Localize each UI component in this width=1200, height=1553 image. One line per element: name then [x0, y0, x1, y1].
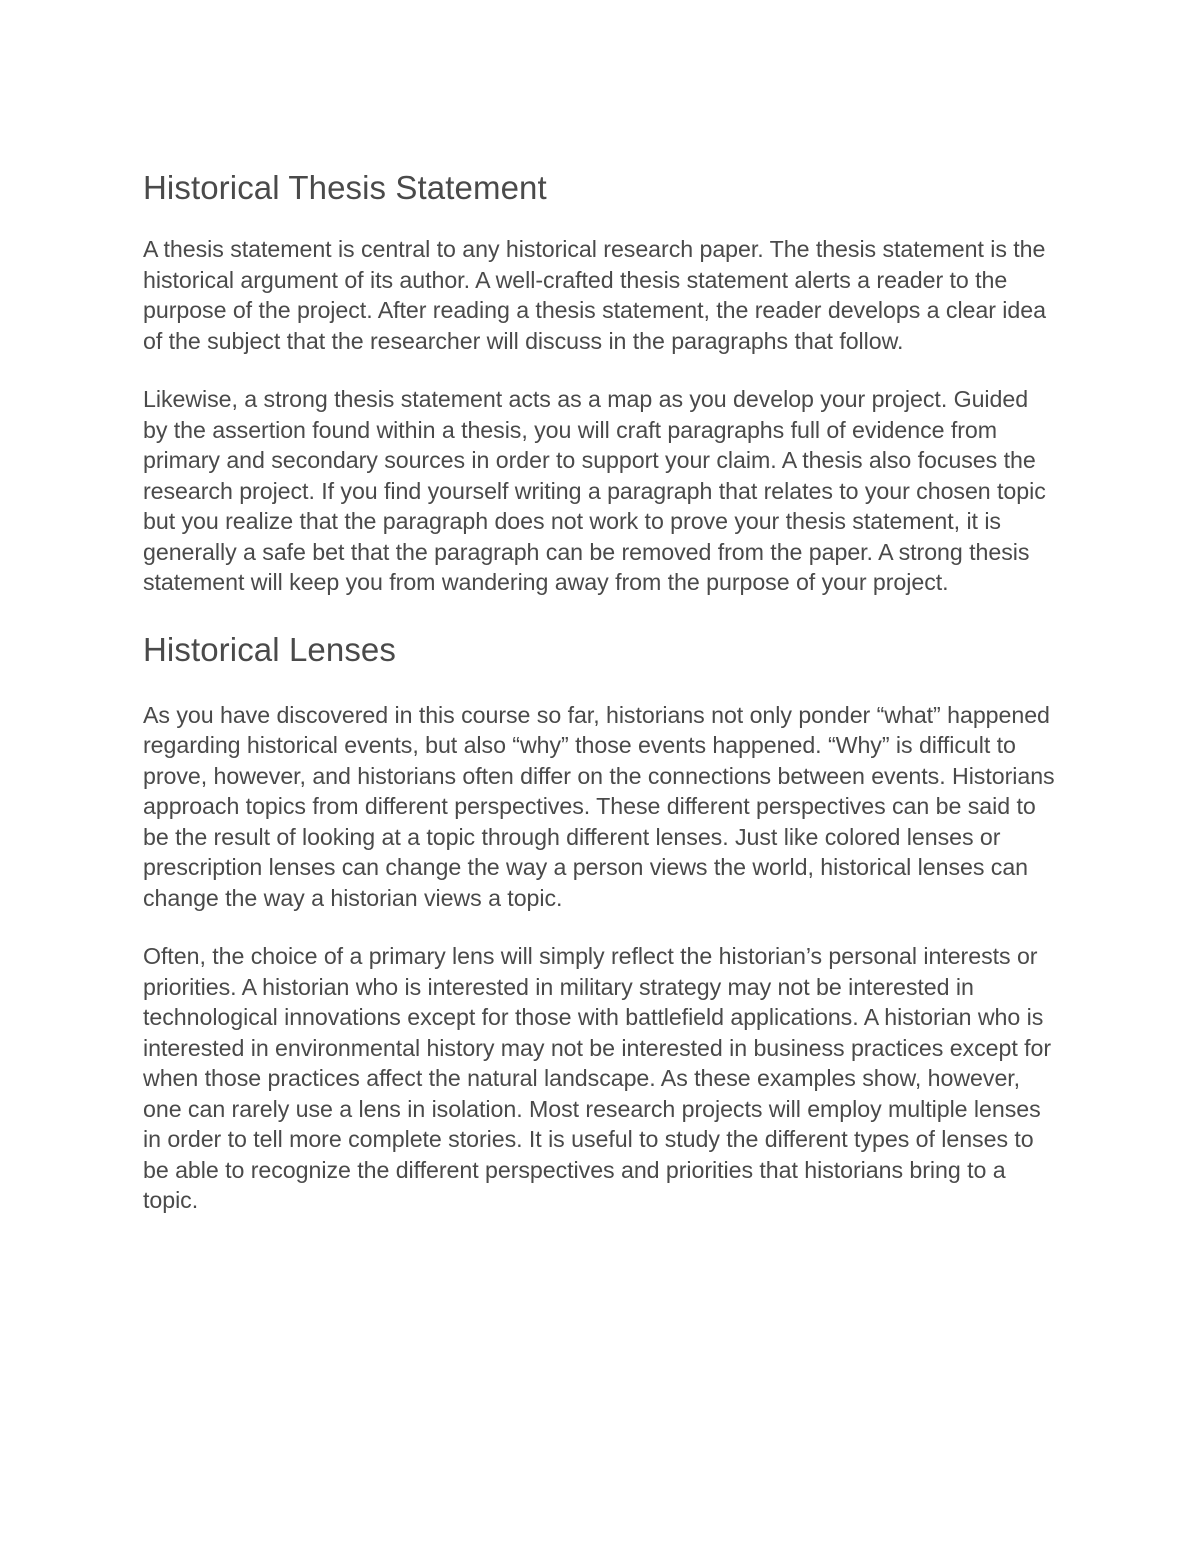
- section-heading-lenses: Historical Lenses: [143, 630, 396, 668]
- paragraph-thesis-intro: A thesis statement is central to any historical research paper. The thesis statement is the historical argument of its author. A well-crafted thesis statement alerts a reader to the purpose of the project. After reading a thesis statement, the reader develops a clear idea of the subject that the researcher will discuss in the paragraphs that follow.: [143, 236, 1046, 354]
- paragraph-thesis-map: Likewise, a strong thesis statement acts as a map as you develop your project. Guided by the assertion found within a thesis, you will craft paragraphs full of evidence from primary and secondary sources in order to support your claim. A thesis also focuses the research project. If you find yourself writing a paragraph that relates to your chosen topic but you realize that the paragraph does not work to prove your thesis statement, it is generally a safe bet that the paragraph can be removed from the paper. A strong thesis statement will keep you from wandering away from the purpose of your project.: [143, 386, 1046, 595]
- paragraph-lenses-intro: As you have discovered in this course so far, historians not only ponder “what” happened regarding historical events, but also “why” those events happened. “Why” is difficult to prove, however, and historians often differ on the connections between events. Historians approach topics from different perspectives. These different perspectives can be said to be the result of looking at a topic through different lenses. Just like colored lenses or prescription lenses can change the way a person views the world, historical lenses can change the way a historian views a topic.: [143, 701, 1055, 911]
- paragraph-lenses-choice: Often, the choice of a primary lens will simply reflect the historian’s personal interests or priorities. A historian who is interested in military strategy may not be interested in technological innovations except for those with battlefield applications. A historian who is interested in environmental history may not be interested in business practices except for when those practices affect the natural landscape. As these examples show, however, one can rarely use a lens in isolation. Most research projects will employ multiple lenses in order to tell more complete stories. It is useful to study the different types of lenses to be able to recognize the different perspectives and priorities that historians bring to a topic.: [143, 943, 1052, 1213]
- section-heading-thesis: Historical Thesis Statement: [143, 169, 547, 206]
- document-body: [143, 166, 1058, 1216]
